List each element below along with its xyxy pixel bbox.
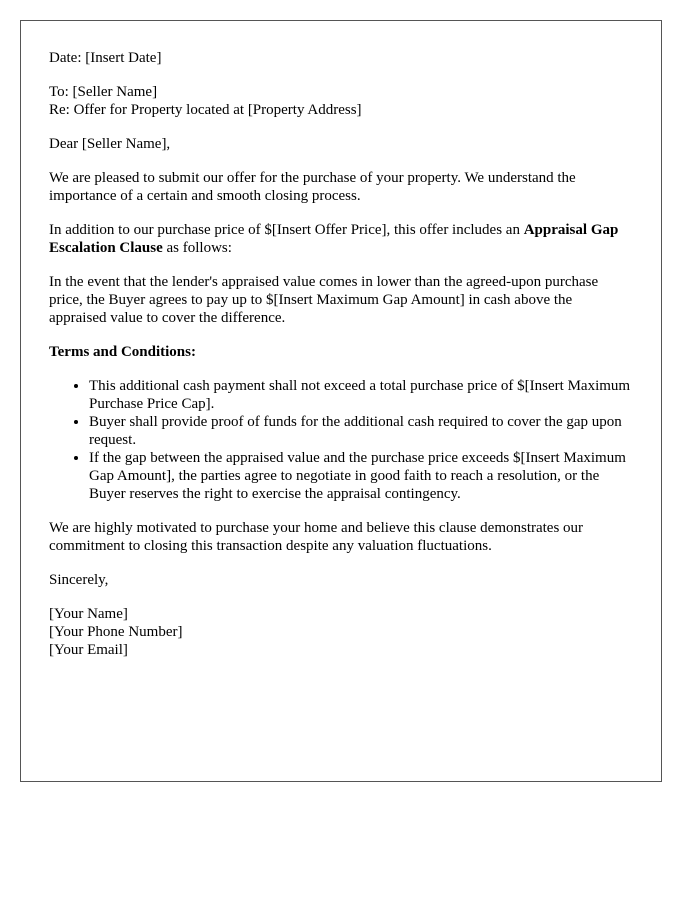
terms-heading — [49, 343, 632, 361]
paragraph-intro: We are pleased to submit our offer for the purchase of your property. We understand the importance of a certain and smooth closing process. — [49, 170, 576, 204]
list-item: • This additional cash payment shall not exceed a total purchase price of $[Insert Maximum Purchase Price Cap]. — [89, 377, 632, 413]
salutation: Dear [Seller Name], — [49, 136, 171, 152]
to-line: To: [Seller Name] — [49, 84, 158, 100]
closing: Sincerely, — [49, 572, 109, 588]
paragraph-closing: We are highly motivated to purchase your home and believe this clause demonstrates our commitment to closing this transaction despite any valuation fluctuations. — [49, 520, 584, 554]
list-item: • Buyer shall provide proof of funds for the additional cash required to cover the gap upon request. — [89, 413, 632, 449]
clause-text-post: as follows: — [162, 240, 232, 256]
signature-email: [Your Email] — [49, 642, 128, 658]
terms-list — [49, 377, 632, 503]
address-block — [49, 83, 632, 119]
signature-block — [49, 605, 632, 659]
letter — [20, 20, 662, 782]
signature-name: [Your Name] — [49, 606, 128, 622]
terms-heading-text: Terms and Conditions: — [49, 344, 196, 360]
paragraph-event: In the event that the lender's appraised value comes in lower than the agreed-upon purchase price, the Buyer agrees to pay up to $[Insert Maximum Gap Amount] in cash above the appraised value to cover the difference. — [49, 274, 599, 326]
clause-name: Appraisal Gap Escalation Clause — [49, 222, 619, 256]
list-item: • If the gap between the appraised value and the purchase price exceeds $[Insert Maximum Gap Amount], the parties agree to negotiate in good faith to reach a resolution, or the Buyer reserves the right to exercise the appraisal contingency. — [89, 449, 632, 503]
clause-text-pre: In addition to our purchase price of $[Insert Offer Price], this offer includes an — [49, 222, 524, 238]
re-line: Re: Offer for Property located at [Property Address] — [49, 102, 362, 118]
paragraph-clause — [49, 221, 632, 257]
signature-phone: [Your Phone Number] — [49, 624, 183, 640]
date-line: Date: [Insert Date] — [49, 50, 162, 66]
